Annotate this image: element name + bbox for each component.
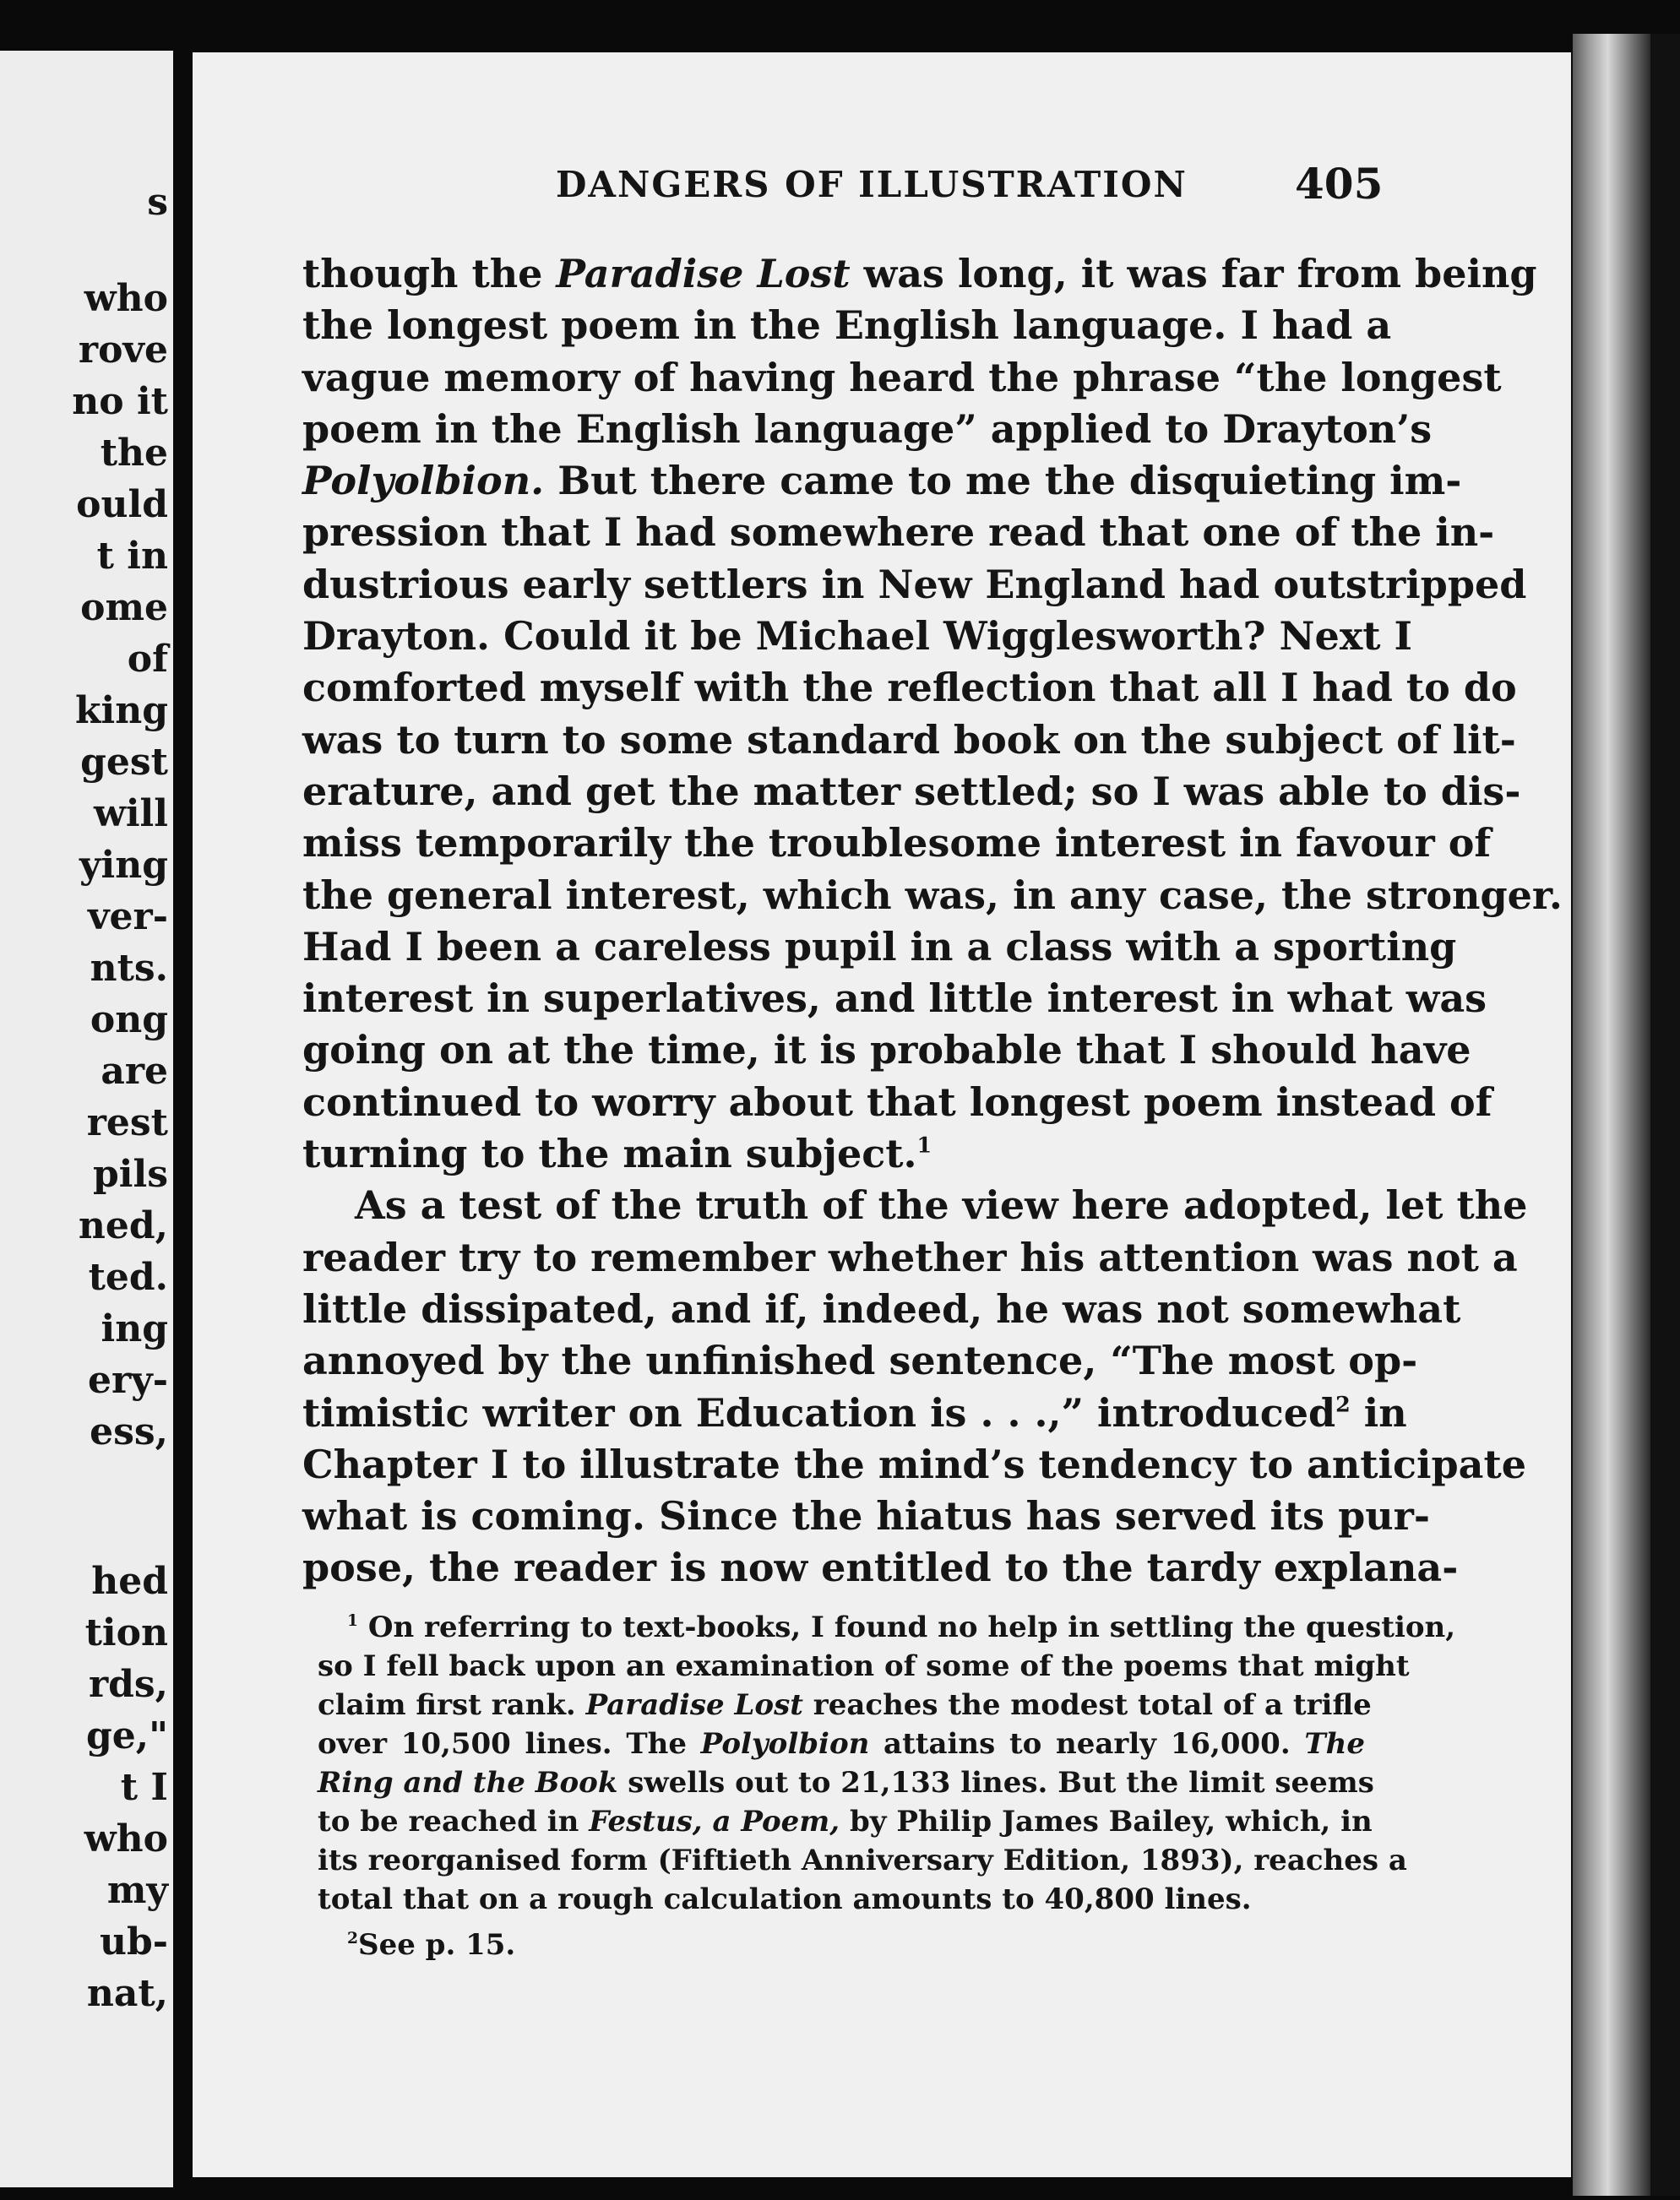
book-page: [193, 52, 1571, 2177]
left-page-fragment: rest: [86, 1101, 168, 1144]
left-page-fragment: ome: [80, 586, 168, 629]
left-page-fragment: king: [75, 689, 168, 732]
text-line: Chapter I to illustrate the mind’s tendency to anticipate: [302, 1441, 1526, 1487]
text-line: Drayton. Could it be Michael Wigglesworth? Next I: [302, 613, 1413, 660]
text-line: timistic writer on Education is . . .,” introduced$^2$ in: [302, 1389, 1407, 1436]
page-number: 405: [1295, 159, 1384, 209]
text-line: interest in superlatives, and little interest in what was: [302, 975, 1487, 1022]
left-page-fragment: pils: [93, 1153, 168, 1196]
text-line: Had I been a careless pupil in a class with a sporting: [302, 923, 1457, 970]
footnotes: [318, 1608, 1456, 1964]
left-page-fragment: my: [106, 1869, 168, 1912]
text-line: dustrious early settlers in New England had outstripped: [302, 561, 1527, 607]
footnote-line: claim first rank. Paradise Lost reaches the modest total of a trifle: [318, 1688, 1372, 1722]
left-page-fragment: ing: [101, 1307, 168, 1350]
left-page-fragment: ge,": [85, 1714, 168, 1757]
footnote-ref: 1: [916, 1132, 932, 1158]
left-page-fragment: ould: [76, 483, 168, 526]
text-line: continued to worry about that longest poem instead of: [302, 1078, 1492, 1125]
left-page-fragment: ver-: [87, 895, 168, 938]
left-page-fragment: ned,: [78, 1204, 168, 1247]
book-title: Paradise Lost: [585, 1688, 803, 1722]
left-page-fragment: tion: [84, 1611, 168, 1654]
left-page-fragment: ess,: [90, 1410, 168, 1453]
text-line: the general interest, which was, in any case, the stronger.: [302, 872, 1563, 918]
left-page-fragment: nat,: [86, 1972, 168, 2015]
text-line: little dissipated, and if, indeed, he was not somewhat: [302, 1285, 1461, 1332]
text-line: miss temporarily the troublesome interest in favour of: [302, 820, 1492, 866]
text-line: pose, the reader is now entitled to the tardy explana-: [302, 1545, 1459, 1591]
left-page-fragment: gest: [80, 741, 168, 784]
text-line: annoyed by the unfinished sentence, “The most op-: [302, 1338, 1418, 1384]
text-line: though the Paradise Lost was long, it was far from being: [302, 251, 1537, 296]
text-line: poem in the English language” applied to Drayton’s: [302, 405, 1433, 452]
book-title: Paradise Lost: [556, 251, 851, 296]
left-page-fragment: who: [84, 277, 168, 320]
left-page-fragment: t in: [96, 535, 168, 578]
text-line: erature, and get the matter settled; so I was able to dis-: [302, 768, 1521, 814]
footnote-line: $^1$ On referring to text-books, I found no help in settling the question,: [347, 1611, 1456, 1644]
left-page-fragment: ted.: [88, 1256, 168, 1299]
book-title: Polyolbion: [700, 1727, 870, 1761]
text-line: As a test of the truth of the view here adopted, let the: [355, 1182, 1528, 1229]
text-line: vague memory of having heard the phrase “the longest: [302, 354, 1502, 400]
book-title: Festus, a Poem,: [589, 1805, 840, 1839]
text-line: comforted myself with the reflection that all I had to do: [302, 665, 1517, 711]
left-page-fragment: ying: [79, 844, 168, 887]
left-page-fragment: will: [93, 792, 168, 835]
footnote-line: so I fell back upon an examination of some of the poems that might: [318, 1649, 1410, 1683]
text-line: turning to the main subject.$^1$: [302, 1131, 932, 1177]
footnote-line: to be reached in Festus, a Poem, by Philip James Bailey, which, in: [318, 1805, 1373, 1839]
left-page-fragment: the: [100, 432, 168, 475]
text-line: reader try to remember whether his attention was not a: [302, 1234, 1518, 1280]
left-page-fragment: rove: [78, 329, 168, 372]
left-page-fragment: are: [101, 1050, 168, 1093]
text-line: Polyolbion. But there came to me the disquieting im-: [302, 458, 1462, 504]
footnote-line: its reorganised form (Fiftieth Anniversary Edition, 1893), reaches a: [318, 1844, 1407, 1877]
left-page-fragment: rds,: [88, 1663, 168, 1706]
text-line: going on at the time, it is probable that I should have: [302, 1027, 1471, 1073]
footnote-line: total that on a rough calculation amounts to 40,800 lines.: [318, 1882, 1252, 1916]
book-binding-edge: [1573, 34, 1650, 2196]
body-text: [302, 248, 1563, 1594]
footnote-marker: 1: [347, 1611, 359, 1630]
left-page-fragment: no it: [72, 380, 168, 423]
footnote-ref: 2: [1335, 1390, 1351, 1416]
text-line: the longest poem in the English language. I had a: [302, 302, 1392, 349]
left-page-fragment: ub-: [99, 1920, 168, 1964]
running-head: DANGERS OF ILLUSTRATION: [556, 164, 1188, 205]
left-page-fragment: s: [147, 181, 168, 224]
left-page-fragment: who: [84, 1817, 168, 1860]
book-title: The: [1304, 1727, 1366, 1761]
scan-border: [1650, 34, 1680, 2196]
text-line: what is coming. Since the hiatus has served its pur-: [302, 1493, 1431, 1540]
left-page-fragment: of: [127, 638, 168, 681]
footnote-line: $^2$See p. 15.: [347, 1928, 516, 1962]
left-facing-page: [0, 51, 173, 2187]
book-title: Polyolbion.: [302, 458, 545, 504]
page-header: [193, 159, 1571, 223]
footnote-marker: 2: [347, 1928, 359, 1947]
text-line: was to turn to some standard book on the subject of lit-: [302, 716, 1516, 763]
left-page-fragment: ong: [90, 998, 168, 1041]
footnote-line: Ring and the Book swells out to 21,133 lines. But the limit seems: [318, 1766, 1374, 1800]
left-page-fragment: hed: [91, 1560, 168, 1603]
left-page-fragment: nts.: [90, 947, 168, 990]
left-page-fragment: ery-: [87, 1359, 168, 1402]
text-line: pression that I had somewhere read that one of the in-: [302, 509, 1495, 556]
book-title: Ring and the Book: [318, 1766, 618, 1800]
footnote-line: over 10,500 lines. The Polyolbion attains to nearly 16,000. The: [318, 1727, 1366, 1761]
left-page-fragment: t I: [120, 1766, 168, 1809]
